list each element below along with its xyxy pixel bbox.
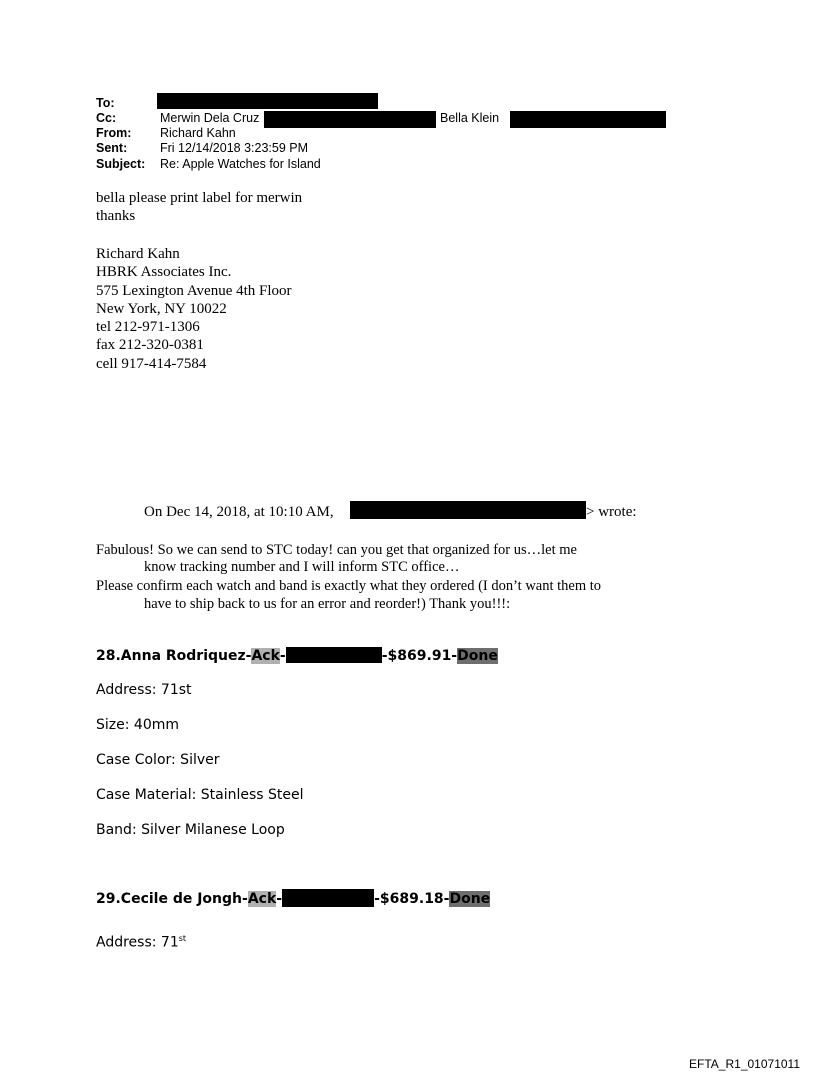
to-label: To: [96,96,115,110]
redaction-item-28 [286,647,382,663]
from-label: From: [96,126,132,140]
quote-intro-prefix: On Dec 14, 2018, at 10:10 AM, [144,504,334,520]
quote-p2-line1: Please confirm each watch and band is exactly what they ordered (I don’t want them to [96,578,602,594]
cc-name-merwin: Merwin Dela Cruz [160,111,260,125]
signature-fax: fax 212-320-0381 [96,337,204,353]
item-29-dash: - [276,891,283,907]
item-29-ack: Ack [247,891,277,907]
item-29-status: Done [449,891,491,907]
item-28-name: 28.Anna Rodriquez- [96,648,252,664]
cc-label: Cc: [96,111,117,125]
subject-label: Subject: [96,157,146,171]
item-28-case-material: Case Material: Stainless Steel [96,787,304,803]
cc-name-bella: Bella Klein [440,111,500,125]
sent-value: Fri 12/14/2018 3:23:59 PM [160,141,309,155]
quote-intro-suffix: > wrote: [586,504,637,520]
item-29-address [96,930,186,952]
quote-p2-line2: have to ship back to us for an error and reorder!) Thank you!!!: [144,596,511,612]
item-28-band: Band: Silver Milanese Loop [96,822,285,838]
subject-value: Re: Apple Watches for Island [160,157,321,171]
redaction-item-29 [282,889,374,907]
item-28-case-color: Case Color: Silver [96,752,220,768]
signature-cell: cell 917-414-7584 [96,356,207,372]
signature-company: HBRK Associates Inc. [96,264,232,280]
document-id: EFTA_R1_01071011 [689,1057,800,1071]
item-title-29 [96,889,490,909]
signature-tel: tel 212-971-1306 [96,319,200,335]
body-line-1: bella please print label for merwin [96,190,303,206]
item-28-dash: - [279,648,286,664]
item-28-size: Size: 40mm [96,717,179,733]
item-28-ack: Ack [251,648,280,664]
item-29-price: -$689.18- [374,891,450,907]
item-29-name: 29.Cecile de Jongh- [96,891,248,907]
redaction-to [157,93,378,109]
redaction-cc-1 [264,111,436,128]
item-28-status: Done [457,648,498,664]
redaction-cc-2 [510,111,666,128]
from-value: Richard Kahn [160,126,236,140]
item-28-address: Address: 71st [96,682,192,698]
redaction-sender [350,501,586,519]
signature-street: 575 Lexington Avenue 4th Floor [96,283,292,299]
body-line-2: thanks [96,208,136,224]
quote-p1-line1: Fabulous! So we can send to STC today! can you get that organized for us…let me [96,542,577,558]
quote-p1-line2: know tracking number and I will inform STC office… [144,559,460,575]
email-header [0,96,816,176]
item-29-address-text: Address: 71 [96,934,179,951]
item-29-address-sup: st [178,934,187,943]
sent-label: Sent: [96,141,128,155]
signature-name: Richard Kahn [96,246,180,262]
item-28-price: -$869.91- [381,648,458,664]
signature-city: New York, NY 10022 [96,301,227,317]
item-title-28 [96,646,498,666]
